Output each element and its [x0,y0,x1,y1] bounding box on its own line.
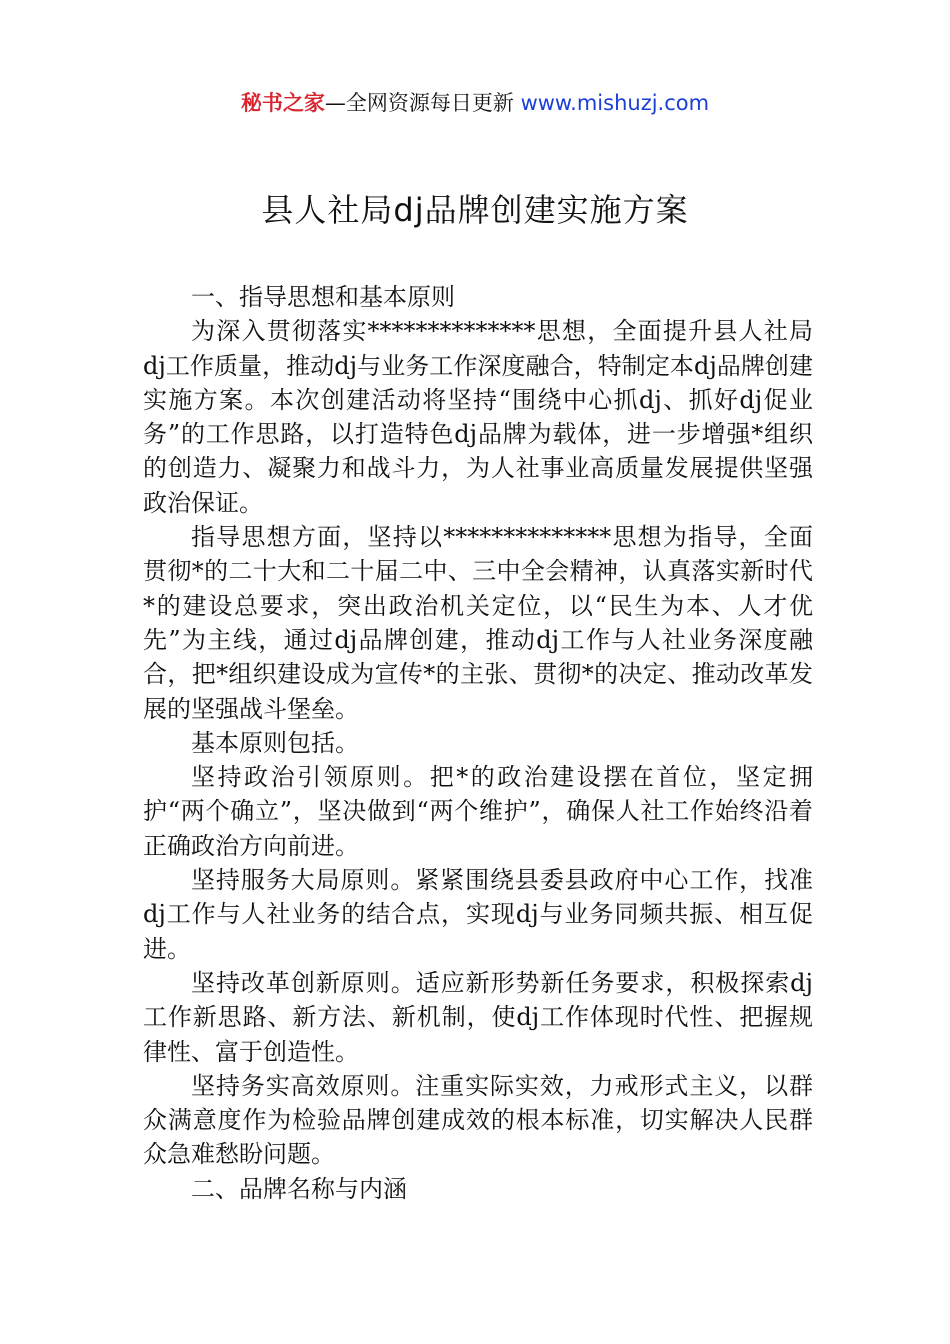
paragraph-principle-political: 坚持政治引领原则。把*的政治建设摆在首位，坚定拥护“两个确立”，坚决做到“两个维护”，确保人社工作始终沿着正确政治方向前进。 [143,763,813,860]
paragraph-principle-innovation: 坚持改革创新原则。适应新形势新任务要求，积极探索dj工作新思路、新方法、新机制，使dj工作体现时代性、把握规律性、富于创造性。 [143,968,813,1066]
section-heading-2: 二、品牌名称与内涵 [191,1174,407,1203]
site-tagline: —全网资源每日更新 [324,91,521,115]
paragraph-principles-intro: 基本原则包括。 [191,728,359,757]
document-title: 县人社局dj品牌创建实施方案 [261,191,689,229]
section-heading-1: 一、指导思想和基本原则 [191,283,455,311]
document-body [143,280,813,1206]
paragraph-principle-pragmatic: 坚持务实高效原则。注重实际实效，力戒形式主义，以群众满意度作为检验品牌创建成效的根本标准，切实解决人民群众急难愁盼问题。 [143,1071,813,1169]
paragraph-principle-service: 坚持服务大局原则。紧紧围绕县委县政府中心工作，找准dj工作与人社业务的结合点，实现dj与业务同频共振、相互促进。 [143,866,813,963]
paragraph-guiding-thought: 指导思想方面，坚持以**************思想为指导，全面贯彻*的二十大和二十届二中、三中全会精神，认真落实新时代*的建设总要求，突出政治机关定位，以“民生为本、人才优先”为主线，通过dj品牌创建，推动dj工作与人社业务深度融合，把*组织建设成为宣传*的主张、贯彻*的决定、推动改革发展的坚强战斗堡垒。 [143,523,813,723]
site-url-link[interactable]: www.mishuzj.com [520,91,710,115]
site-brand: 秘书之家 [240,91,325,115]
site-header [0,88,950,118]
paragraph-intro: 为深入贯彻落实**************思想，全面提升县人社局dj工作质量，推动dj与业务工作深度融合，特制定本dj品牌创建实施方案。本次创建活动将坚持“围绕中心抓dj、抓好dj促业务”的工作思路，以打造特色dj品牌为载体，进一步增强*组织的创造力、凝聚力和战斗力，为人社事业高质量发展提供坚强政治保证。 [143,317,813,517]
